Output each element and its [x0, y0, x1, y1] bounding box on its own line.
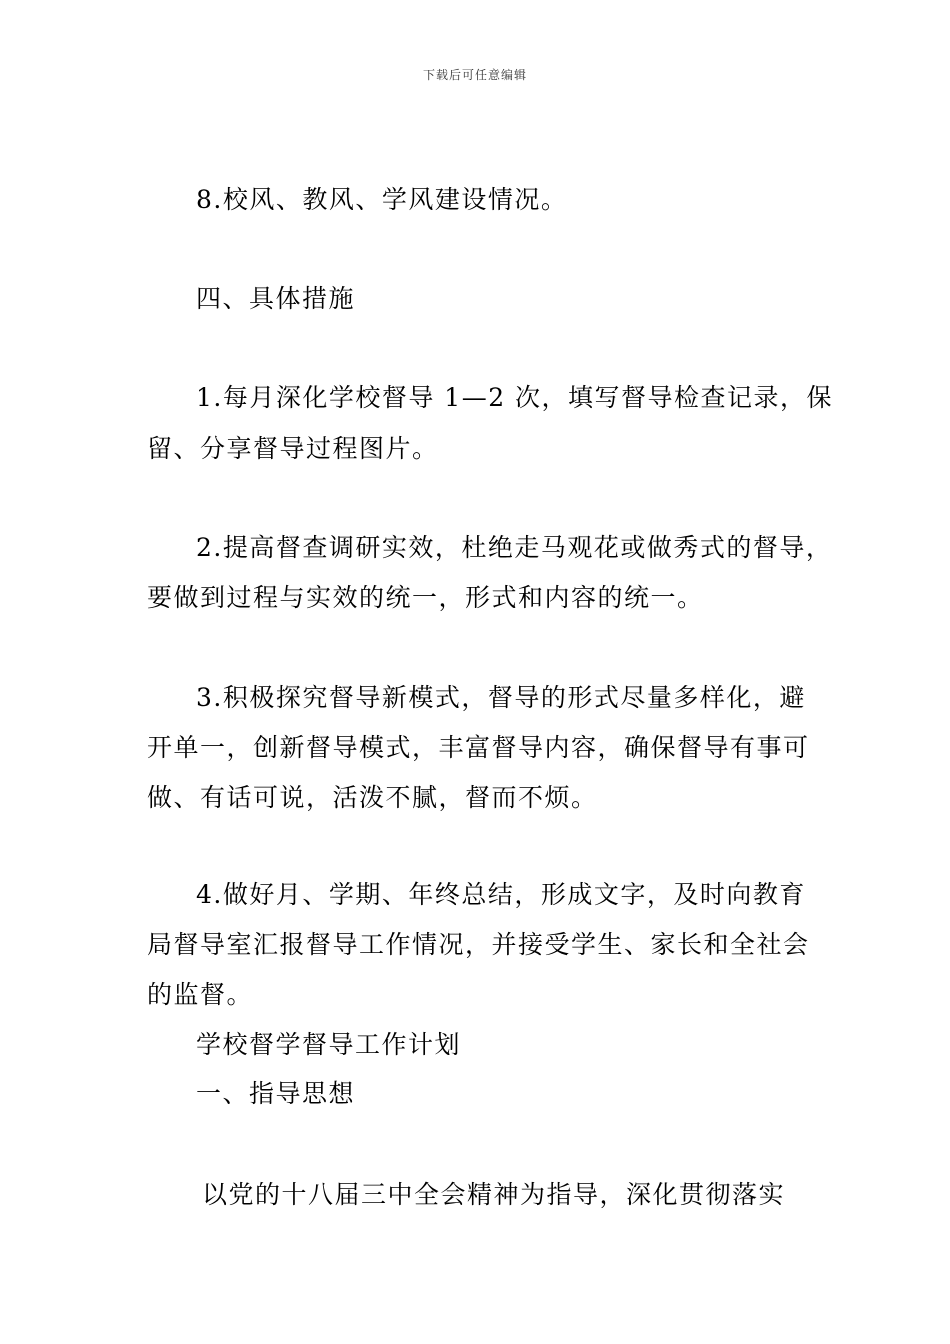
measure-4-line-3: 的监督。	[147, 980, 254, 1009]
page-header: 下载后可任意编辑	[422, 68, 527, 82]
guiding-thought-text: 以党的十八届三中全会精神为指导，深化贯彻落实	[202, 1180, 786, 1209]
measure-4-line-2: 局督导室汇报督导工作情况，并接受学生、家长和全社会	[147, 930, 810, 959]
measure-1-line-1: 1.每月深化学校督导 1—2 次，填写督导检查记录，保	[196, 383, 834, 412]
measure-3-line-1: 3.积极探究督导新模式，督导的形式尽量多样化，避	[196, 683, 806, 712]
measure-2-line-1: 2.提高督查调研实效，杜绝走马观花或做秀式的督导，	[196, 533, 833, 562]
measure-1-line-2: 留、分享督导过程图片。	[147, 434, 439, 463]
section-heading-guiding-thought: 一、指导思想	[196, 1079, 356, 1108]
item-8-text: 8.校风、教风、学风建设情况。	[196, 185, 568, 214]
document-title: 学校督学督导工作计划	[196, 1030, 462, 1059]
measure-4-line-1: 4.做好月、学期、年终总结，形成文字，及时向教育	[196, 880, 806, 909]
section-heading-measures: 四、具体措施	[196, 284, 356, 313]
measure-3-line-2: 开单一，创新督导模式，丰富督导内容，确保督导有事可	[147, 733, 810, 762]
measure-3-line-3: 做、有话可说，活泼不腻，督而不烦。	[147, 783, 598, 812]
measure-2-line-2: 要做到过程与实效的统一，形式和内容的统一。	[147, 583, 704, 612]
